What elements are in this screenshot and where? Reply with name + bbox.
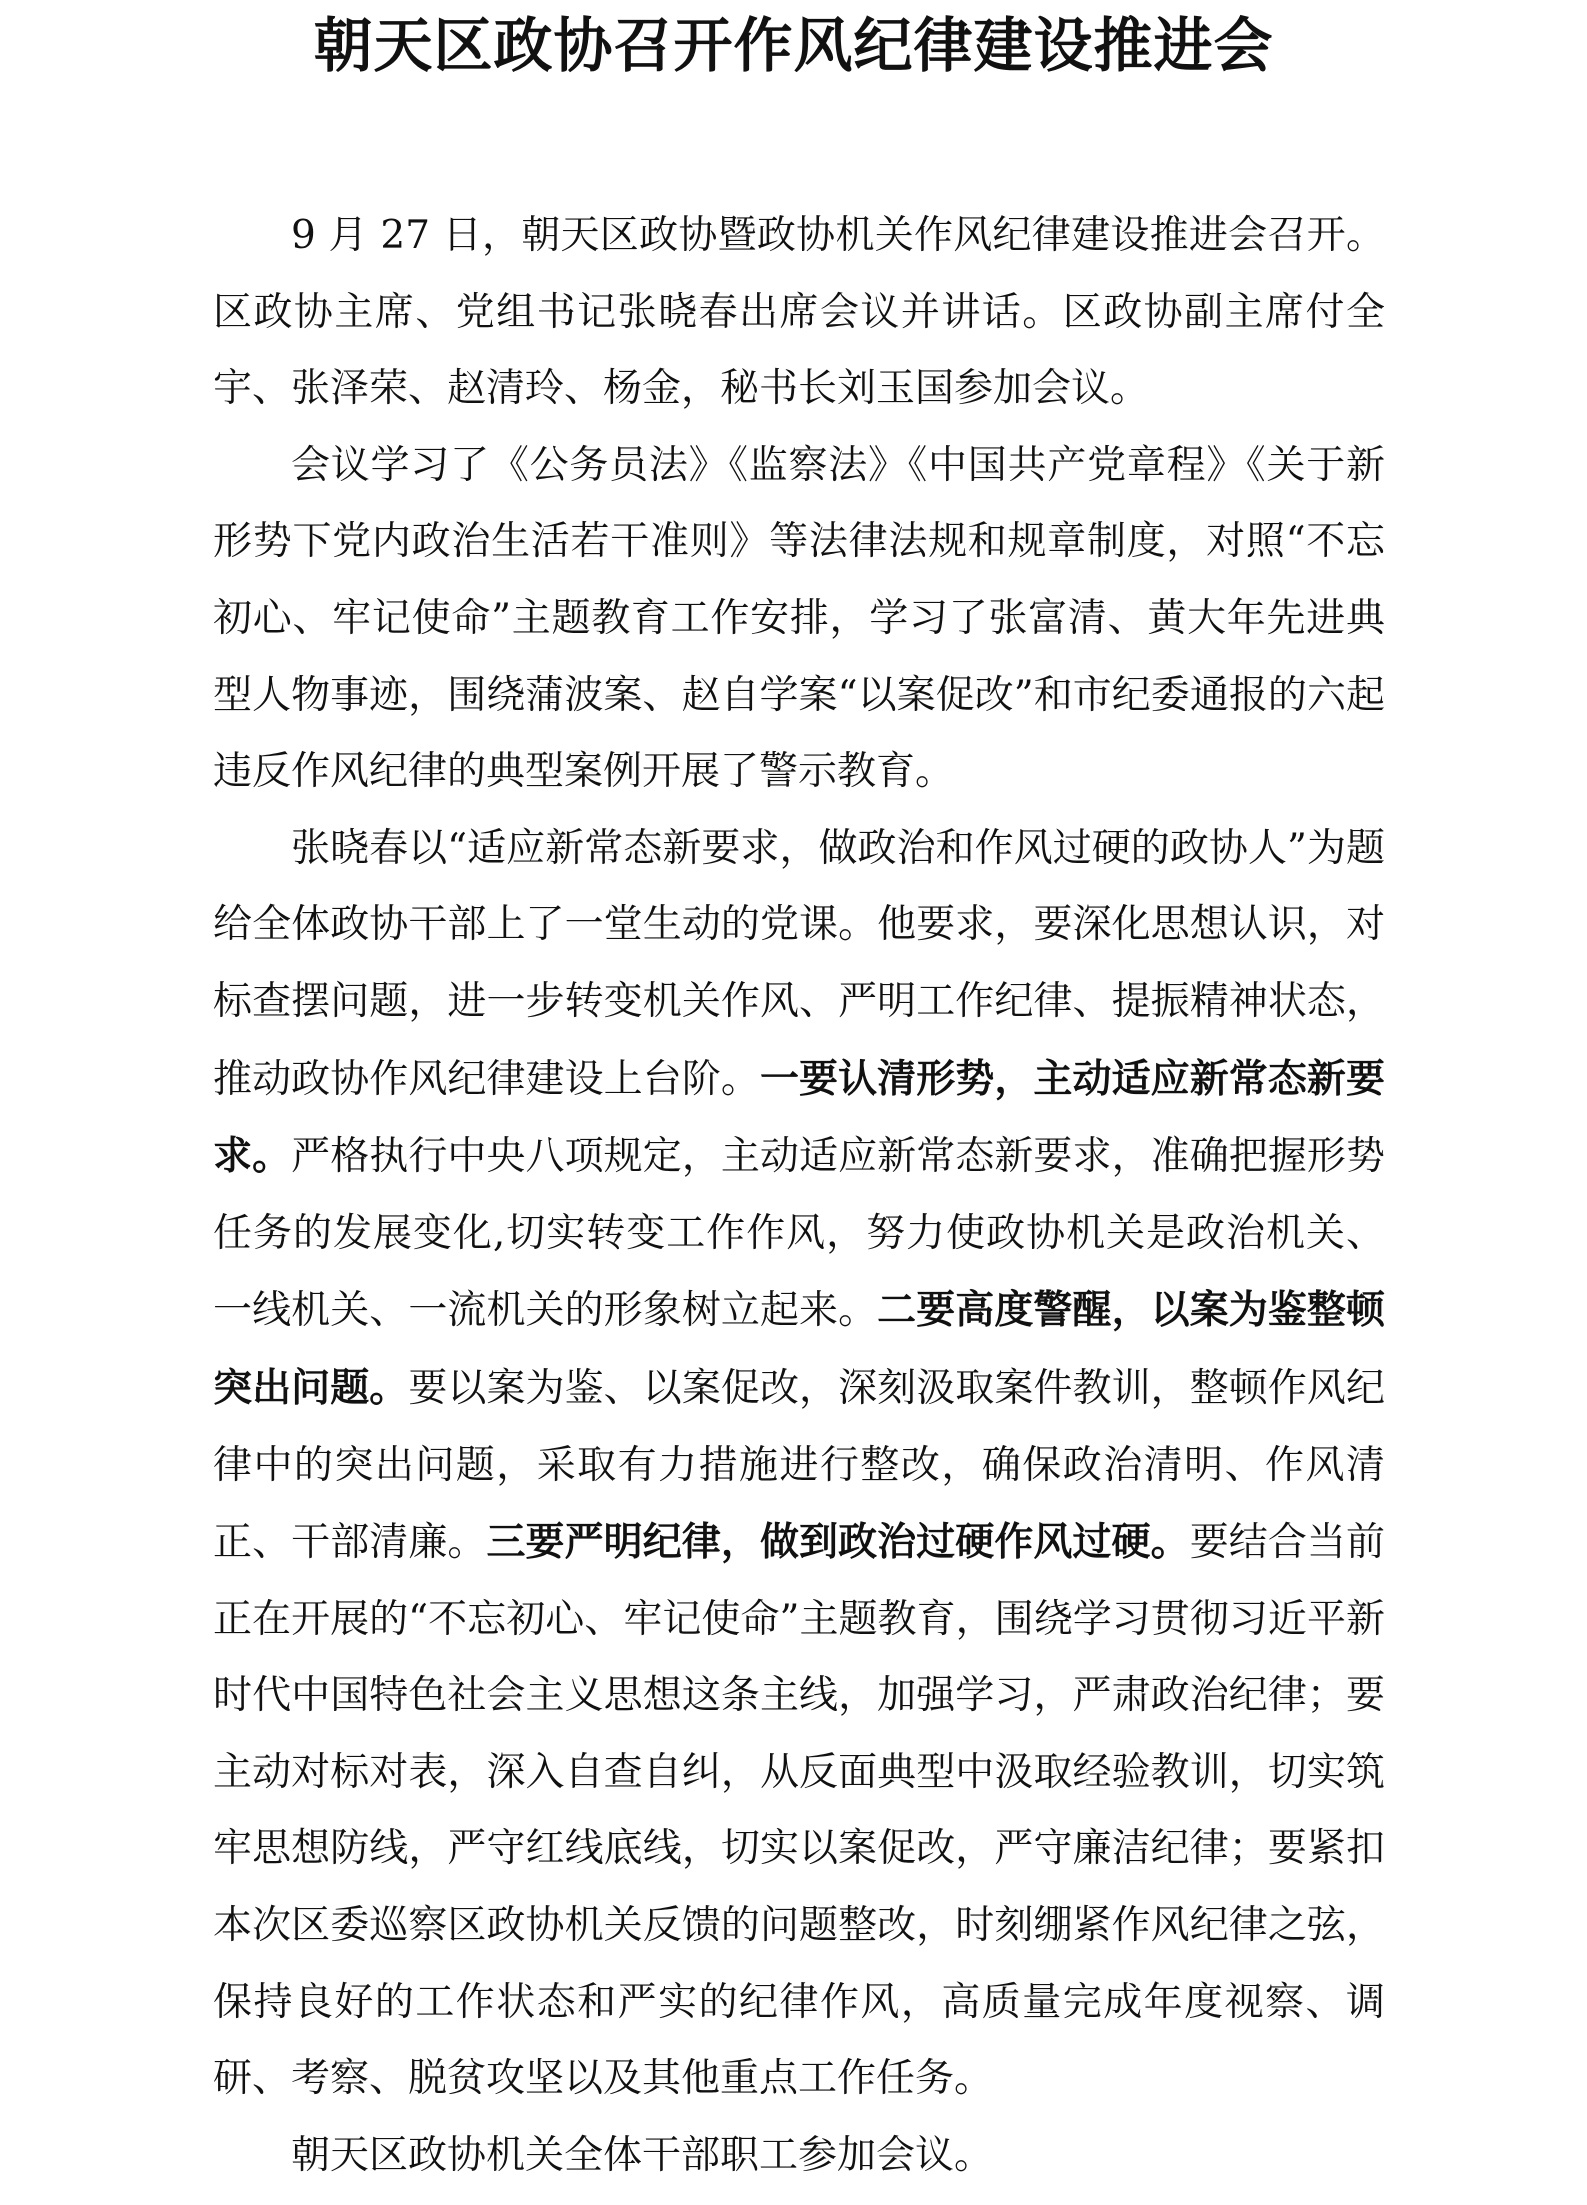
paragraph-meeting-intro: 9 月 27 日，朝天区政协暨政协机关作风纪律建设推进会召开。区政协主席、党组书记张晓春出席会议并讲话。区政协副主席付全宇、张泽荣、赵清玲、杨金，秘书长刘玉国参加会议。 (213, 213, 1385, 412)
point2-text: 要以案为鉴、以案促改，深刻汲取案件教训，整顿作风纪律中的突出问题，采取有力措施进行整改，确保政治清明、作风清正、干部清廉。 (213, 1365, 1385, 1566)
point2-heading: 二要高度警醒，以案为鉴整顿突出问题。 (213, 1287, 1385, 1411)
point3-heading: 三要严明纪律，做到政治过硬作风过硬。 (486, 1519, 1190, 1566)
speech-intro: 张晓春以“适应新常态新要求，做政治和作风过硬的政协人”为题给全体政协干部上了一堂生动的党课。他要求，要深化思想认识，对标查摆问题，进一步转变机关作风、严明工作纪律、提振精神状态，推动政协作风纪律建设上台阶。 (213, 825, 1385, 1102)
paragraph-study-content: 会议学习了《公务员法》《监察法》《中国共产党章程》《关于新形势下党内政治生活若干准则》等法律法规和规章制度，对照“不忘初心、牢记使命”主题教育工作安排，学习了张富清、黄大年先进典型人物事迹，围绕蒲波案、赵自学案“以案促改”和市纪委通报的六起违反作风纪律的典型案例开展了警示教育。 (213, 442, 1385, 795)
paragraph-speech (213, 811, 1385, 2118)
point1-text: 严格执行中央八项规定，主动适应新常态新要求，准确把握形势任务的发展变化,切实转变工作作风，努力使政协机关是政治机关、一线机关、一流机关的形象树立起来。 (213, 1134, 1385, 1334)
article-title: 朝天区政协召开作风纪律建设推进会 (313, 11, 1274, 80)
article-body (213, 198, 1385, 2194)
paragraph-attendees: 朝天区政协机关全体干部职工参加会议。 (291, 2132, 994, 2178)
point3-text: 要结合当前正在开展的“不忘初心、牢记使命”主题教育，围绕学习贯彻习近平新时代中国特色社会主义思想这条主线，加强学习，严肃政治纪律；要主动对标对表，深入自查自纠，从反面典型中汲取经验教训，切实筑牢思想防线，严守红线底线，切实以案促改，严守廉洁纪律；要紧扣本次区委巡察区政协机关反馈的问题整改，时刻绷紧作风纪律之弦，保持良好的工作状态和严实的纪律作风，高质量完成年度视察、调研、考察、脱贫攻坚以及其他重点工作任务。 (213, 1520, 1385, 2102)
point1-heading: 一要认清形势，主动适应新常态新要求。 (213, 1055, 1385, 1180)
